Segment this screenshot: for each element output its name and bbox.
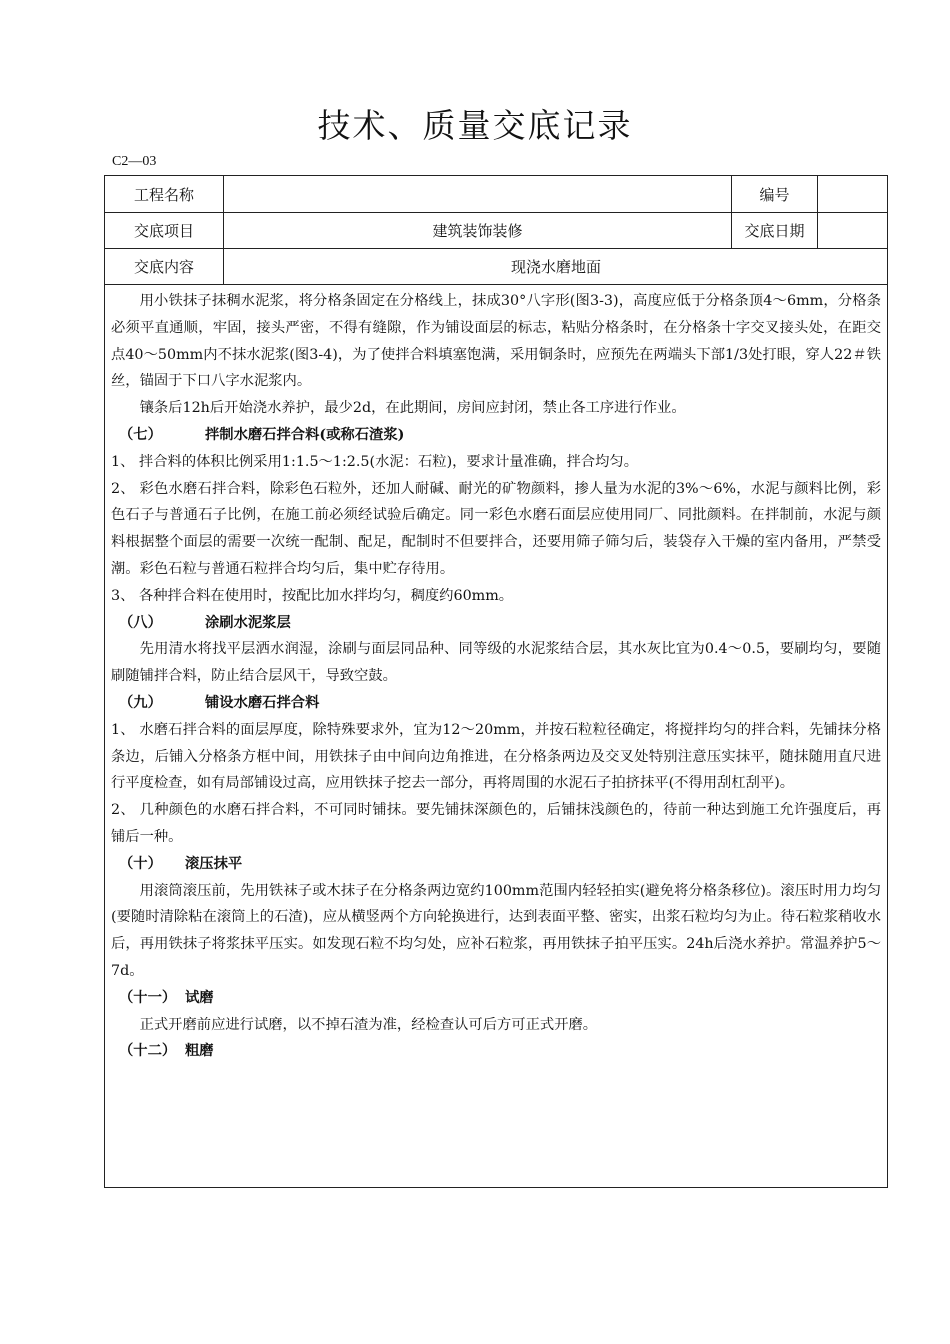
section-title: 滚压抹平 — [185, 855, 243, 872]
body-paragraph: 正式开磨前应进行试磨，以不掉石渣为准，经检查认可后方可正式开磨。 — [139, 1016, 598, 1033]
project-name-value[interactable] — [224, 176, 732, 212]
section-number: （九） — [119, 694, 162, 711]
section-heading — [111, 1038, 881, 1065]
date-value[interactable] — [818, 213, 888, 248]
content-body — [105, 285, 887, 1065]
body-paragraph: 先用清水将找平层洒水润湿，涂刷与面层同品种、同等级的水泥浆结合层，其水灰比宜为0.4～0.5，要刷均匀，要随刷随铺拌合料，防止结合层风干，导致空鼓。 — [111, 641, 881, 685]
section-number: （七） — [119, 426, 162, 443]
body-paragraph: 2、 彩色水磨石拌合料，除彩色石粒外，还加人耐碱、耐光的矿物颜料，掺人量为水泥的3%～6%，水泥与颜料比例，彩色石子与普通石子比例，在施工前必须经试验后确定。同一彩色水磨石面层应使用同厂、同批颜料。在拌制前，水泥与颜料根据整个面层的需要一次统一配制、配足，配制时不但要拌合，还要用筛子筛匀后，装袋存入干燥的室内备用，严禁受潮。彩色石粒与普通石粒拌合均匀后，集中贮存待用。 — [111, 480, 881, 577]
project-name-label: 工程名称 — [105, 176, 224, 212]
section-number: （十） — [119, 855, 162, 872]
row-project-name — [105, 176, 887, 213]
date-label: 交底日期 — [732, 213, 818, 248]
body-paragraph: 用小铁抹子抹稠水泥浆，将分格条固定在分格线上，抹成30°八字形(图3-3)，高度应低于分格条顶4～6mm，分格条必须平直通顺，牢固，接头严密，不得有缝隙，作为铺设面层的标志，粘贴分格条时，在分格条十字交叉接头处，在距交点40～50mm内不抹水泥浆(图3-4)，为了使拌合料填塞饱满，采用铜条时，应预先在两端头下部1/3处打眼，穿人22＃铁丝，锚固于下口八字水泥浆内。 — [111, 293, 881, 390]
page-title: 技术、质量交底记录 — [317, 106, 633, 145]
section-title: 涂刷水泥浆层 — [205, 614, 291, 631]
section-heading — [111, 610, 881, 637]
item-label: 交底项目 — [105, 213, 224, 248]
row-handover-content — [105, 249, 887, 285]
section-title: 粗磨 — [185, 1043, 214, 1060]
section-heading — [111, 985, 881, 1012]
number-label: 编号 — [732, 176, 818, 212]
content-label: 交底内容 — [105, 249, 224, 284]
number-value[interactable] — [818, 176, 888, 212]
section-number: （十一） — [119, 989, 177, 1006]
section-heading — [111, 851, 881, 878]
body-paragraph: 1、 拌合料的体积比例采用1:1.5～1:2.5(水泥：石粒)，要求计量准确，拌合均匀。 — [111, 453, 638, 470]
section-number: （十二） — [119, 1043, 177, 1060]
body-paragraph: 镶条后12h后开始浇水养护，最少2d，在此期间，房间应封闭，禁止各工序进行作业。 — [139, 400, 686, 417]
item-value[interactable]: 建筑装饰装修 — [224, 213, 732, 248]
row-handover-item — [105, 213, 887, 249]
section-title: 试磨 — [185, 989, 214, 1006]
handover-form — [104, 175, 888, 1188]
section-heading — [111, 690, 881, 717]
body-paragraph: 用滚筒滚压前，先用铁袜子或木抹子在分格条两边宽约100mm范围内轻轻拍实(避免将分格条移位)。滚压时用力均匀(要随时清除粘在滚筒上的石渣)，应从横竖两个方向轮换进行，达到表面平整、密实，出浆石粒均匀为止。待石粒浆稍收水后，再用铁抹子将浆抹平压实。如发现石粒不均匀处，应补石粒浆，再用铁抹子拍平压实。24h后浇水养护。常温养护5～7d。 — [111, 882, 881, 979]
section-title: 拌制水磨石拌合料(或称石渣浆) — [205, 426, 405, 443]
section-title: 铺设水磨石拌合料 — [205, 694, 320, 711]
content-value[interactable]: 现浇水磨地面 — [510, 258, 601, 276]
body-paragraph: 2、 几种颜色的水磨石拌合料，不可同时铺抹。要先铺抹深颜色的，后铺抹浅颜色的，待前一种达到施工允许强度后，再铺后一种。 — [111, 802, 881, 845]
section-heading — [111, 422, 881, 449]
body-paragraph: 3、 各种拌合料在使用时，按配比加水拌均匀，稠度约60mm。 — [111, 587, 514, 604]
section-number: （八） — [119, 614, 162, 631]
body-paragraph: 1、 水磨石拌合料的面层厚度，除特殊要求外，宜为12～20mm，并按石粒粒径确定，将搅拌均匀的拌合料，先铺抹分格条边，后铺入分格条方框中间，用铁抹子由中间向边角推进，在分格条两边及交叉处特别注意压实抹平，随抹随用直尺进行平度检查，如有局部铺设过高，应用铁抹子挖去一部分，再将周围的水泥石子拍挤抹平(不得用刮杠刮平)。 — [111, 721, 881, 792]
form-code: C2—03 — [112, 154, 157, 169]
